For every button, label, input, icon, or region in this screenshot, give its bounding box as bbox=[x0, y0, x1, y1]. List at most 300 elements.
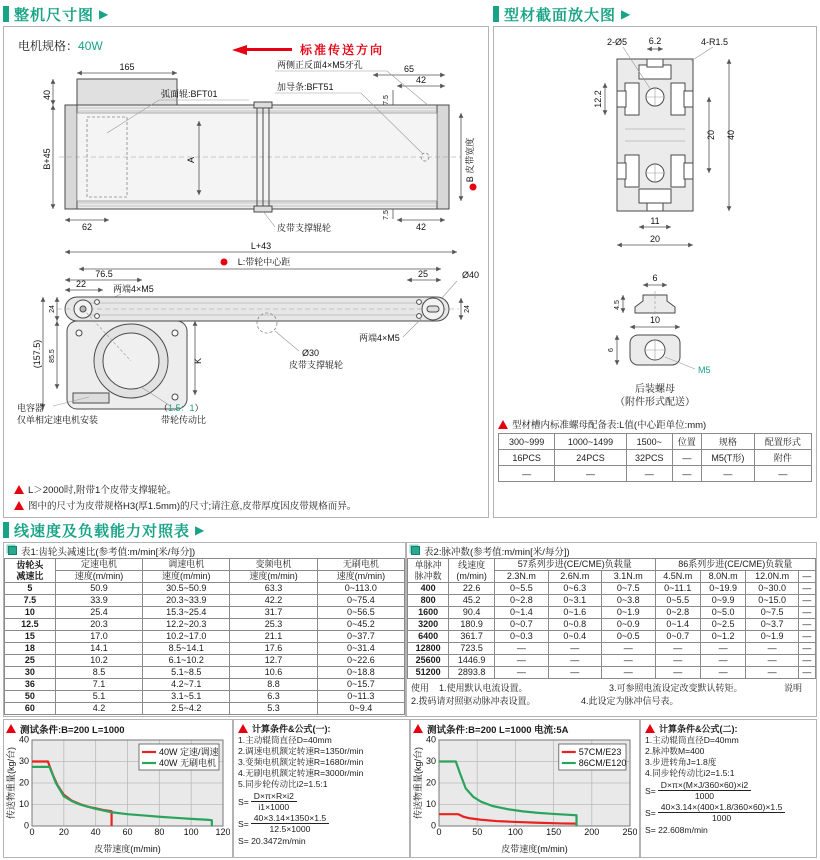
table-cell: 31.7 bbox=[230, 607, 317, 619]
table-cell: 361.7 bbox=[449, 631, 495, 643]
table-cell: 42.2 bbox=[230, 595, 317, 607]
belt-width-label: B 皮带宽度 bbox=[465, 137, 475, 183]
arc-roller-label: 弧面辊:BFT01 bbox=[161, 89, 218, 99]
table-cell: 36 bbox=[5, 679, 56, 691]
table-cell: 25 bbox=[5, 655, 56, 667]
denominator: 1000 bbox=[712, 813, 732, 823]
m5-ends-label-right: 两端4×M5 bbox=[359, 333, 400, 343]
charts-row bbox=[3, 719, 817, 858]
numerator: D×π×R×i2 bbox=[251, 791, 297, 802]
dim-2-O5: 2-Ø5 bbox=[606, 37, 628, 47]
y-axis-label: 传送物重量(kg/台) bbox=[6, 746, 16, 820]
table-cell: — bbox=[700, 667, 745, 679]
table-cell: 12.7 bbox=[230, 655, 317, 667]
formula-symbolic bbox=[238, 791, 405, 812]
motor-spec bbox=[18, 37, 103, 54]
table-cell: 5.1 bbox=[55, 691, 142, 703]
warning-icon bbox=[14, 501, 24, 510]
dim-11: 11 bbox=[650, 216, 660, 226]
table-cell: 0~0.7 bbox=[495, 619, 548, 631]
belt-support-roller-top bbox=[254, 102, 272, 212]
table-header-row bbox=[408, 559, 816, 571]
support-roller-label-side: 皮带支撑辊轮 bbox=[289, 360, 344, 370]
table-cell: — bbox=[548, 667, 601, 679]
arrow-icon: ▶ bbox=[195, 523, 205, 537]
torque-col-header: — bbox=[798, 571, 815, 583]
dim-25: 25 bbox=[417, 269, 429, 279]
top-view-drawing bbox=[42, 59, 477, 233]
y-tick-label: 40 bbox=[18, 736, 29, 745]
table-cell: — bbox=[495, 667, 548, 679]
legend-label: 40W 定速/调速 bbox=[159, 747, 219, 757]
y-tick-label: 0 bbox=[430, 820, 436, 831]
col-subheader-speed: 速度(m/min) bbox=[55, 571, 142, 583]
formula-lhs: S= bbox=[238, 818, 249, 829]
table-icon bbox=[411, 546, 420, 555]
table-row bbox=[408, 631, 816, 643]
table-cell: 6.3 bbox=[230, 691, 317, 703]
x-axis-label: 皮带速度(m/min) bbox=[94, 844, 161, 854]
table-cell: 附件 bbox=[754, 450, 811, 466]
x-tick-label: 50 bbox=[472, 827, 483, 837]
dim-7-5-top: 7.5 bbox=[383, 95, 390, 105]
col-header-motor: 变频电机 bbox=[230, 559, 317, 571]
table-cell: 1600 bbox=[408, 607, 449, 619]
accent-bar bbox=[493, 6, 499, 22]
chart1-title bbox=[6, 721, 230, 736]
table-cell: 15.3~25.4 bbox=[143, 607, 230, 619]
ratio-value: 1.5：1 bbox=[168, 403, 195, 413]
profile-section bbox=[493, 2, 817, 518]
support-roller-label-top: 皮带支撑辊轮 bbox=[277, 223, 332, 233]
y-tick-label: 30 bbox=[18, 756, 29, 766]
table-cell: 10.2~17.0 bbox=[143, 631, 230, 643]
table-cell: 0~6.3 bbox=[548, 583, 601, 595]
table-cell: — bbox=[798, 619, 815, 631]
table-cell: 0~7.5 bbox=[602, 583, 655, 595]
dim-7-5-bottom: 7.5 bbox=[383, 210, 390, 220]
dim-12-2: 12.2 bbox=[593, 90, 603, 108]
table-cell: — bbox=[702, 466, 755, 482]
table-cell: 0~0.5 bbox=[602, 631, 655, 643]
calc2-container bbox=[640, 719, 817, 858]
capacitor-note: 仅单相定速电机安装 bbox=[17, 415, 99, 425]
col-subheader-speed: 速度(m/min) bbox=[230, 571, 317, 583]
table-header-row bbox=[5, 559, 405, 571]
table2-caption-text: 表2:脉冲数(参考值:m/min[米/每分]) bbox=[424, 546, 570, 558]
table2-caption bbox=[407, 543, 816, 558]
table2-container bbox=[406, 542, 817, 717]
note-line bbox=[14, 482, 356, 496]
table-cell: 6.1~10.2 bbox=[143, 655, 230, 667]
transfer-direction-label: 标准传送方向 bbox=[300, 43, 385, 57]
profile-body bbox=[617, 59, 693, 211]
calc2-title bbox=[645, 722, 812, 735]
chart1-title-text: 测试条件:B=200 L=1000 bbox=[20, 724, 125, 736]
warning-icon bbox=[498, 420, 508, 429]
table-cell: — bbox=[798, 631, 815, 643]
table-cell: 0~3.7 bbox=[746, 619, 799, 631]
table-cell: 14.1 bbox=[55, 643, 142, 655]
numerator: 40×3.14×1350×1.5 bbox=[251, 813, 329, 824]
red-callout-badge bbox=[221, 259, 228, 266]
table-cell: 25.4 bbox=[55, 607, 142, 619]
col-subheader-speed: 速度(m/min) bbox=[317, 571, 404, 583]
calc2-title-text: 计算条件&公式(二): bbox=[659, 724, 738, 734]
dim-A: A bbox=[186, 156, 196, 164]
profile-panel bbox=[493, 26, 817, 518]
table-cell: — bbox=[499, 466, 555, 482]
nut-table-title bbox=[498, 417, 812, 431]
dim-L43: L+43 bbox=[250, 241, 272, 251]
table-cell: — bbox=[798, 595, 815, 607]
col-header-motor: 无刷电机 bbox=[317, 559, 404, 571]
table-cell: 20.3~33.9 bbox=[143, 595, 230, 607]
dim-10: 10 bbox=[649, 315, 661, 325]
warning-icon bbox=[238, 724, 248, 733]
table-cell: 15 bbox=[5, 631, 56, 643]
table-cell: 0~19.9 bbox=[700, 583, 745, 595]
ratio-paren-open: （ bbox=[159, 403, 169, 413]
table-cell: 0~75.4 bbox=[317, 595, 404, 607]
calc1-title bbox=[238, 722, 405, 735]
denominator: 1000 bbox=[694, 791, 715, 801]
table-cell: — bbox=[798, 583, 815, 595]
table-cell: — bbox=[746, 655, 799, 667]
table-row bbox=[5, 619, 405, 631]
table-cell: 0~37.7 bbox=[317, 631, 404, 643]
section-header-overall bbox=[3, 3, 489, 25]
table-cell: — bbox=[672, 466, 701, 482]
notes-label-use: 使用 bbox=[411, 683, 430, 693]
side-view-drawing bbox=[17, 241, 479, 425]
m5-hole bbox=[417, 300, 422, 305]
calc-item: 5.同步轮传动比i2=1.5:1 bbox=[238, 779, 328, 789]
dim-6-side: 6 bbox=[608, 348, 615, 352]
profile-cross-section-drawing bbox=[505, 29, 805, 265]
calc-item: 3.步进转角J=1.8度 bbox=[645, 757, 717, 767]
dim-157-5: (157.5) bbox=[32, 339, 42, 369]
section-header-profile bbox=[493, 3, 817, 25]
table-cell: 0~0.9 bbox=[602, 619, 655, 631]
red-callout-badge bbox=[470, 184, 477, 191]
note-3: 3.可参照电流设定改变默认转矩。 bbox=[609, 683, 743, 693]
speed-load-tables bbox=[3, 542, 817, 717]
table-cell: 0~30.0 bbox=[746, 583, 799, 595]
table-cell: 0~3.8 bbox=[602, 595, 655, 607]
chart2-title bbox=[413, 721, 637, 736]
torque-col-header: 4.5N.m bbox=[655, 571, 700, 583]
x-tick-label: 120 bbox=[215, 827, 230, 837]
table-row bbox=[499, 450, 812, 466]
dim-24-left: 24 bbox=[49, 305, 56, 313]
table-row bbox=[5, 667, 405, 679]
torque-col-header: 2.3N.m bbox=[495, 571, 548, 583]
table-cell: 12800 bbox=[408, 643, 449, 655]
table-cell: 0~113.0 bbox=[317, 583, 404, 595]
section-title: 线速度及负载能力对照表 bbox=[14, 522, 191, 540]
nut-col-header: 配置形式 bbox=[754, 434, 811, 450]
table-cell: 51200 bbox=[408, 667, 449, 679]
table-row bbox=[5, 643, 405, 655]
table-cell: 0~0.7 bbox=[655, 631, 700, 643]
pulley-ratio bbox=[159, 403, 204, 413]
dimension-drawing bbox=[9, 59, 483, 429]
col-header-motor: 调速电机 bbox=[143, 559, 230, 571]
nut-col-header: 1000~1499 bbox=[555, 434, 627, 450]
table1-caption bbox=[4, 543, 405, 558]
formula-lhs: S= bbox=[238, 796, 249, 807]
dim-O30: Ø30 bbox=[302, 348, 320, 358]
nut-config-table bbox=[498, 433, 812, 482]
table-cell: — bbox=[798, 607, 815, 619]
torque-col-header: 8.0N.m bbox=[700, 571, 745, 583]
calc-item: 2.脉冲数M=400 bbox=[645, 746, 705, 756]
bolt-hole bbox=[172, 330, 178, 336]
dim-K: K bbox=[193, 357, 203, 365]
table-cell: 0~9.9 bbox=[700, 595, 745, 607]
dim-O40: Ø40 bbox=[461, 270, 479, 280]
x-tick-label: 250 bbox=[622, 827, 637, 837]
table-cell: 400 bbox=[408, 583, 449, 595]
dim-40: 40 bbox=[42, 89, 52, 101]
col-header-86series: 86系列步进(CE/CME)负载量 bbox=[655, 559, 815, 571]
legend-label: 57CM/E23 bbox=[578, 747, 622, 757]
x-tick-label: 0 bbox=[436, 827, 442, 837]
table-row bbox=[408, 619, 816, 631]
capacitor-label: 电容器 bbox=[17, 403, 45, 413]
y-axis-label: 传送物重量(kg/台) bbox=[413, 746, 423, 820]
x-tick-label: 200 bbox=[584, 827, 600, 837]
table-cell: 25600 bbox=[408, 655, 449, 667]
table-row bbox=[408, 583, 816, 595]
table-cell: — bbox=[495, 643, 548, 655]
warning-icon bbox=[413, 724, 423, 733]
table-row bbox=[408, 607, 816, 619]
formula-lhs: S= bbox=[645, 807, 656, 818]
table-cell: 0~15.7 bbox=[317, 679, 404, 691]
table-cell: 0~9.4 bbox=[317, 703, 404, 715]
arrow-shaft bbox=[247, 48, 292, 51]
table-cell: 0~1.9 bbox=[746, 631, 799, 643]
x-axis-label: 皮带速度(m/min) bbox=[501, 844, 568, 854]
table-cell: M5(T形) bbox=[702, 450, 755, 466]
table-cell: 8.5 bbox=[55, 667, 142, 679]
table-cell: 1446.9 bbox=[449, 655, 495, 667]
table-cell: 0~1.9 bbox=[602, 607, 655, 619]
note-4: 4.此设定为脉冲信号表。 bbox=[581, 696, 679, 706]
table-cell: 10.2 bbox=[55, 655, 142, 667]
table-cell: 8.5~14.1 bbox=[143, 643, 230, 655]
y-tick-label: 0 bbox=[23, 820, 29, 831]
notes-label-desc: 说明 bbox=[784, 683, 803, 693]
table-cell: — bbox=[655, 643, 700, 655]
bolt-hole bbox=[172, 394, 178, 400]
note-text: L＞2000时,附带1个皮带支撑辊轮。 bbox=[28, 485, 177, 496]
table-row bbox=[5, 631, 405, 643]
y-tick-label: 20 bbox=[425, 777, 436, 788]
table-cell: 50.9 bbox=[55, 583, 142, 595]
table-cell: 5.1~8.5 bbox=[143, 667, 230, 679]
legend-label: 86CM/E120 bbox=[578, 758, 627, 768]
numerator: 40×3.14×(400×1.8/360×60)×1.5 bbox=[658, 802, 786, 813]
table-row bbox=[408, 595, 816, 607]
accent-bar bbox=[3, 522, 9, 538]
chart1-container bbox=[3, 719, 233, 858]
denominator: i1×1000 bbox=[258, 802, 290, 812]
table-cell: 0~2.8 bbox=[655, 607, 700, 619]
table-row bbox=[5, 679, 405, 691]
table-cell: 4.2 bbox=[55, 703, 142, 715]
dim-76-5: 76.5 bbox=[95, 269, 113, 279]
table-cell: 0~31.4 bbox=[317, 643, 404, 655]
ratio-paren-close: ） bbox=[194, 403, 204, 413]
note-1: 1.使用默认电流设置。 bbox=[439, 683, 528, 693]
y-tick-label: 10 bbox=[18, 799, 29, 809]
legend bbox=[139, 744, 219, 770]
chart2-title-text: 测试条件:B=200 L=1000 电流:5A bbox=[427, 724, 569, 736]
table-cell: — bbox=[495, 655, 548, 667]
pulley-center-distance-label: L:带轮中心距 bbox=[237, 257, 291, 267]
table-cell: 5 bbox=[5, 583, 56, 595]
m5-thread-label: M5 bbox=[698, 365, 711, 375]
section-header-speed-load bbox=[3, 519, 817, 541]
overall-dimension-panel bbox=[3, 26, 489, 518]
dim-6-top: 6 bbox=[652, 273, 658, 283]
table-cell: 3.1~5.1 bbox=[143, 691, 230, 703]
formula-result: S= 22.608m/min bbox=[645, 825, 708, 835]
dim-165: 165 bbox=[119, 62, 135, 72]
overall-dimension-section bbox=[3, 2, 489, 518]
calc-item: 1.主动辊筒直径D=40mm bbox=[238, 735, 332, 745]
nut-table-header-row bbox=[499, 434, 812, 450]
table-cell: 4.2~7.1 bbox=[143, 679, 230, 691]
table-cell: 6400 bbox=[408, 631, 449, 643]
pulley-ratio-label: 带轮传动比 bbox=[161, 415, 207, 425]
table-cell: 12.5 bbox=[5, 619, 56, 631]
nut-col-header: 300~999 bbox=[499, 434, 555, 450]
drawing-notes bbox=[14, 480, 356, 512]
right-pulley-slot bbox=[427, 306, 439, 312]
table-cell: — bbox=[626, 466, 672, 482]
calc1-container bbox=[233, 719, 410, 858]
table-cell: 0~1.6 bbox=[548, 607, 601, 619]
table-cell: 0~15.0 bbox=[746, 595, 799, 607]
col-header-gear-ratio: 齿轮头 减速比 bbox=[5, 559, 56, 583]
table-cell: — bbox=[746, 643, 799, 655]
table-cell: 12.2~20.3 bbox=[143, 619, 230, 631]
table-cell: 45.2 bbox=[449, 595, 495, 607]
dim-22: 22 bbox=[75, 279, 87, 289]
warning-icon bbox=[6, 724, 16, 733]
table-cell: 0~7.5 bbox=[746, 607, 799, 619]
x-tick-label: 150 bbox=[546, 827, 562, 837]
table-cell: 0~22.6 bbox=[317, 655, 404, 667]
dim-62: 62 bbox=[81, 222, 93, 232]
dim-42-bottom: 42 bbox=[415, 222, 427, 232]
dim-B45: B+45 bbox=[42, 148, 52, 170]
y-tick-label: 10 bbox=[425, 799, 436, 809]
table-cell: 723.5 bbox=[449, 643, 495, 655]
torque-col-header: 3.1N.m bbox=[602, 571, 655, 583]
table-cell: 17.0 bbox=[55, 631, 142, 643]
table-cell: — bbox=[548, 655, 601, 667]
table-cell: 20.3 bbox=[55, 619, 142, 631]
warning-icon bbox=[14, 485, 24, 494]
table-cell: 24PCS bbox=[555, 450, 627, 466]
x-tick-label: 100 bbox=[183, 827, 199, 837]
table-cell: 0~5.5 bbox=[495, 583, 548, 595]
table-cell: — bbox=[548, 643, 601, 655]
col-header-motor: 定速电机 bbox=[55, 559, 142, 571]
table-row bbox=[5, 655, 405, 667]
calc-item: 2.调速电机额定转速R=1350r/min bbox=[238, 746, 364, 756]
table-row bbox=[408, 667, 816, 679]
table-cell: — bbox=[672, 450, 701, 466]
m5-hole bbox=[417, 314, 422, 319]
m5-hole bbox=[95, 300, 100, 305]
dim-4-R1-5: 4-R1.5 bbox=[701, 37, 729, 47]
nut-table-title-text: 型材槽内标准螺母配备表:L值(中心距单位:mm) bbox=[512, 420, 707, 431]
x-tick-label: 40 bbox=[90, 827, 101, 837]
x-tick-label: 20 bbox=[58, 827, 69, 837]
y-tick-label: 20 bbox=[18, 777, 29, 788]
table-subheader-row bbox=[5, 571, 405, 583]
table-cell: 5.3 bbox=[230, 703, 317, 715]
x-tick-label: 100 bbox=[507, 827, 523, 837]
fraction bbox=[658, 802, 786, 823]
left-arrow-icon bbox=[232, 45, 247, 55]
table-cell: 0~1.2 bbox=[700, 631, 745, 643]
table-cell: — bbox=[602, 655, 655, 667]
table-cell: 0~18.8 bbox=[317, 667, 404, 679]
table1-caption-text: 表1:齿轮头减速比(参考值:m/min[米/每分]) bbox=[21, 546, 196, 558]
table-row bbox=[408, 643, 816, 655]
x-tick-label: 80 bbox=[154, 827, 165, 837]
formula-symbolic bbox=[645, 780, 812, 801]
table-cell: 0~1.4 bbox=[655, 619, 700, 631]
table-cell: 0~5.0 bbox=[700, 607, 745, 619]
table-cell: — bbox=[754, 466, 811, 482]
table-cell: 17.6 bbox=[230, 643, 317, 655]
col-subheader-speed: 速度(m/min) bbox=[143, 571, 230, 583]
calc1-title-text: 计算条件&公式(一): bbox=[252, 724, 331, 734]
top-row bbox=[3, 2, 817, 518]
nut-caption-sub: （附件形式配送） bbox=[615, 397, 695, 408]
table-cell: 30 bbox=[5, 667, 56, 679]
calc-item: 4.无刷电机额定转速R=3000r/min bbox=[238, 768, 364, 778]
note-text: 图中的尺寸为皮带规格H3(厚1.5mm)的尺寸;请注意,皮带厚度因皮带规格而异。 bbox=[28, 501, 357, 512]
table-cell: — bbox=[602, 643, 655, 655]
table-cell: 7.5 bbox=[5, 595, 56, 607]
table-cell: — bbox=[700, 643, 745, 655]
table-cell: 16PCS bbox=[499, 450, 555, 466]
table-cell: — bbox=[746, 667, 799, 679]
fraction bbox=[658, 780, 751, 801]
table-row bbox=[408, 655, 816, 667]
numerator: D×π×(M×J/360×60)×i2 bbox=[658, 780, 751, 791]
m5-hole bbox=[95, 314, 100, 319]
formula-lhs: S= bbox=[645, 785, 656, 796]
dim-24-right: 24 bbox=[464, 305, 471, 313]
t-nut-drawing bbox=[505, 265, 805, 383]
table-cell: 0~1.4 bbox=[495, 607, 548, 619]
col-header-pulse: 单脉冲 脉冲数 bbox=[408, 559, 449, 583]
x-tick-label: 60 bbox=[122, 827, 133, 837]
table-cell: 3200 bbox=[408, 619, 449, 631]
table-cell: 2893.8 bbox=[449, 667, 495, 679]
table-cell: 0~0.4 bbox=[548, 631, 601, 643]
